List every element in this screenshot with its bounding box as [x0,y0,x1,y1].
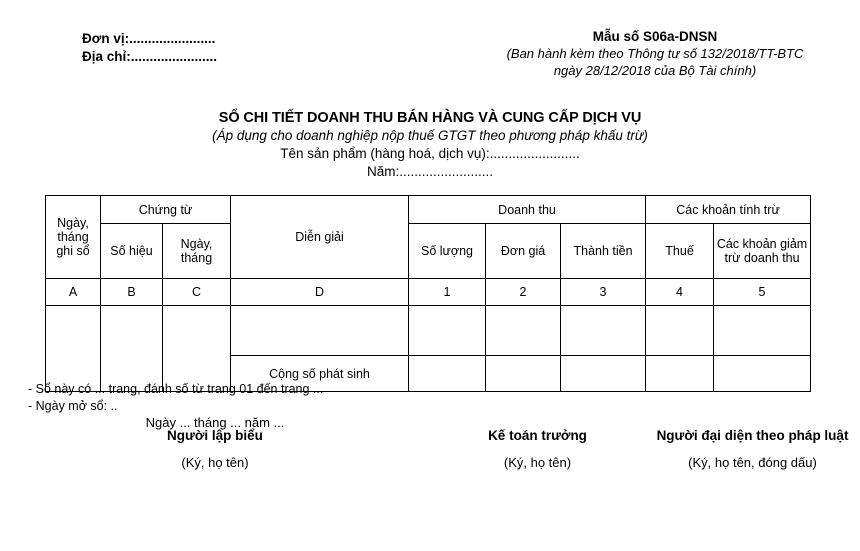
th-amount: Thành tiền [561,224,646,279]
cell-total-tax[interactable] [646,356,714,392]
signature-preparer [0,428,430,470]
cell-total-quantity[interactable] [409,356,486,392]
unit-dots: ....................... [129,31,216,46]
cell-date-recorded[interactable] [46,306,101,392]
th-revenue-deductions: Các khoản giảm trừ doanh thu [714,224,811,279]
col-code-3: 3 [561,279,646,306]
cell-total-revenue-deductions[interactable] [714,356,811,392]
unit-label: Đơn vị: [82,31,130,46]
signature-block [0,428,860,470]
cell-voucher-date[interactable] [163,306,231,392]
page-subtitle: (Áp dụng cho doanh nghiệp nộp thuế GTGT theo phương pháp khấu trừ) [212,128,648,143]
title-block [0,110,860,179]
th-tax: Thuế [646,224,714,279]
th-voucher-group: Chứng từ [101,196,231,224]
th-voucher-date: Ngày, tháng [163,224,231,279]
col-code-2: 2 [486,279,561,306]
form-reference-block [460,28,850,79]
th-deductions-group: Các khoản tính trừ [646,196,811,224]
ledger-table-wrapper [45,195,810,392]
signature-preparer-note: (Ký, họ tên) [181,455,249,470]
col-code-a: A [46,279,101,306]
signature-legal-representative-note: (Ký, họ tên, đóng dấu) [688,455,817,470]
unit-info-block [82,30,217,66]
th-unit-price: Đơn giá [486,224,561,279]
cell-total-label: Cộng số phát sinh [231,356,409,392]
th-date-recorded: Ngày, tháng ghi sổ [46,196,101,279]
th-voucher-number: Số hiệu [101,224,163,279]
cell-quantity[interactable] [409,306,486,356]
decree-line-2: ngày 28/12/2018 của Bộ Tài chính) [553,63,757,78]
table-row [46,306,811,356]
th-description: Diễn giải [231,196,409,279]
page-title: SỔ CHI TIẾT DOANH THU BÁN HÀNG VÀ CUNG CẤP DỊCH VỤ [218,110,642,126]
footer-notes [28,381,323,415]
note-pages: - Sổ này có ... trang, đánh số từ trang 01 đến trang ... [28,382,324,396]
col-code-5: 5 [714,279,811,306]
address-label: Địa chỉ: [82,49,131,64]
form-code: Mẫu số S06a-DNSN [592,29,718,44]
table-header-group-row [46,196,811,224]
cell-voucher-number[interactable] [101,306,163,392]
ledger-table [45,195,811,392]
cell-unit-price[interactable] [486,306,561,356]
signature-chief-accountant-note: (Ký, họ tên) [503,455,572,470]
signature-legal-representative [645,428,860,470]
cell-total-unit-price[interactable] [486,356,561,392]
table-header-sub-row [46,224,811,279]
signature-legal-representative-title: Người đại diện theo pháp luật [656,428,849,443]
col-code-c: C [163,279,231,306]
col-code-4: 4 [646,279,714,306]
year-line: Năm:......................... [366,164,494,179]
th-revenue-group: Doanh thu [409,196,646,224]
column-code-row [46,279,811,306]
cell-description[interactable] [231,306,409,356]
th-quantity: Số lượng [409,224,486,279]
col-code-1: 1 [409,279,486,306]
address-line [82,48,217,66]
cell-total-amount[interactable] [561,356,646,392]
signature-date-line: Ngày ... tháng ... năm ... [145,415,285,430]
cell-revenue-deductions[interactable] [714,306,811,356]
col-code-d: D [231,279,409,306]
cell-tax[interactable] [646,306,714,356]
address-dots: ....................... [130,49,218,64]
note-open-date: - Ngày mở sổ: .. [28,399,118,413]
signature-chief-accountant [430,428,645,470]
col-code-b: B [101,279,163,306]
decree-line-1: (Ban hành kèm theo Thông tư số 132/2018/TT-BTC [506,46,804,61]
cell-amount[interactable] [561,306,646,356]
product-name-line: Tên sản phẩm (hàng hoá, dịch vụ):........................ [280,146,580,161]
signature-preparer-title: Người lập biểu [167,428,263,443]
unit-line [82,30,217,48]
signature-chief-accountant-title: Kế toán trưởng [488,428,587,443]
